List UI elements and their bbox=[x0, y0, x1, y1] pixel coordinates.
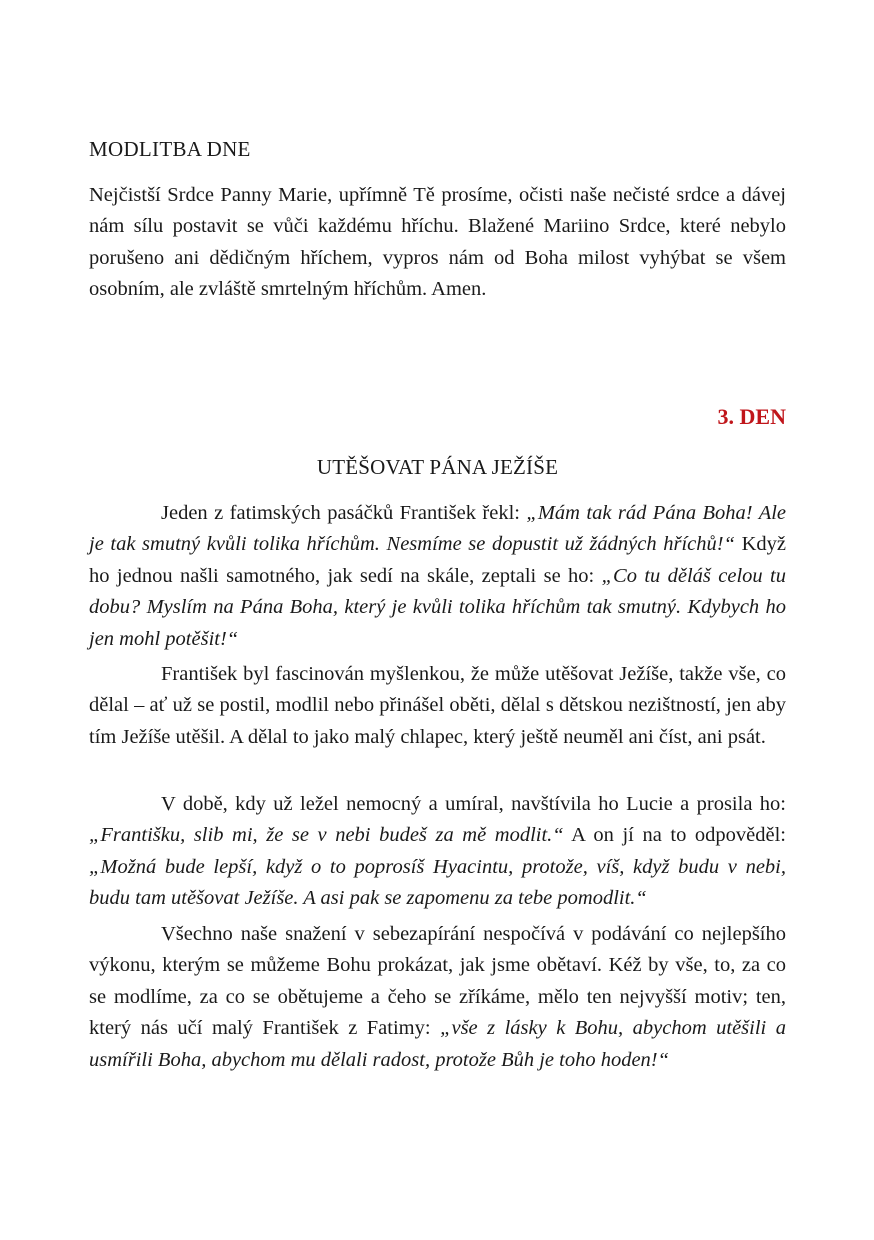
prayer-text: Nejčistší Srdce Panny Marie, upřímně Tě prosíme, očisti naše nečisté srdce a dávej nám sílu postavit se vůči každému hříchu. Blažené Mariino Srdce, které nebylo porušeno ani dědičným hříchem, vypros nám od Boha milost vyhýbat se všem osobním, ale zvláště smrtelným hříchům. Amen. bbox=[89, 184, 786, 301]
paragraph-4-quote-a: „vše z lásky k Bohu, abychom utěšili a usmířili Boha, abychom mu dělali radost, protože Bůh je toho hoden!“ bbox=[89, 1017, 786, 1071]
chapter-title: UTĚŠOVAT PÁNA JEŽÍŠE bbox=[316, 455, 559, 479]
paragraph-2: František byl fascinován myšlenkou, že může utěšovat Ježíše, takže vše, co dělal – ať už se postil, modlil nebo přinášel oběti, dělal s dětskou nezištností, jen aby tím Ježíše utěšil. A dělal to jako malý chlapec, který ještě neuměl ani číst, ani psát. bbox=[89, 663, 786, 748]
paragraph-1-text-a: Jeden z fatimských pasáčků František řekl: bbox=[161, 502, 527, 524]
paragraph-3-text-b: A on jí na to odpověděl: bbox=[563, 824, 786, 847]
paragraph-3-quote-a: „Františku, slib mi, že se v nebi budeš za mě modlit.“ bbox=[89, 824, 564, 847]
paragraph-1-quote-a: „Mám tak rád Pána Boha! Ale je tak smutný kvůli tolika hříchům. Nesmíme se dopustit už žádných hříchů!“ bbox=[89, 502, 787, 556]
paragraph-3-quote-b: „Možná bude lepší, když o to poprosíš Hyacintu, protože, víš, když budu v nebi, budu tam utěšovat Ježíše. A asi pak se zapomenu za tebe pomodlit.“ bbox=[89, 855, 786, 910]
paragraph-4-text-a: Všechno naše snažení v sebezapírání nespočívá v podávání co nejlepšího výkonu, kterým se můžeme Bohu prokázat, jak jsme obětaví. Kéž by vše, to, za co se modlíme, za co se obětujeme a čeho se zříkáme, mělo ten nejvyšší motiv; ten, který nás učí malý František z Fatimy: bbox=[89, 923, 786, 1040]
paragraph-1 bbox=[89, 498, 786, 655]
day-label: 3. DEN bbox=[717, 404, 786, 429]
paragraph-1-text-b: Když ho jednou našli samotného, jak sedí na skále, zeptali se ho: bbox=[89, 533, 787, 587]
paragraph-1-quote-b: „Co tu děláš celou tu dobu? Myslím na Pána Boha, který je kvůli tolika hříchům tak smutný. Kdybych ho jen mohl potěšit!“ bbox=[89, 564, 786, 650]
prayer-heading: MODLITBA DNE bbox=[89, 137, 251, 161]
paragraph-3 bbox=[89, 789, 786, 915]
paragraph-4 bbox=[89, 919, 786, 1076]
paragraph-3-text-a: V době, kdy už ležel nemocný a umíral, navštívila ho Lucie a prosila ho: bbox=[161, 793, 786, 815]
